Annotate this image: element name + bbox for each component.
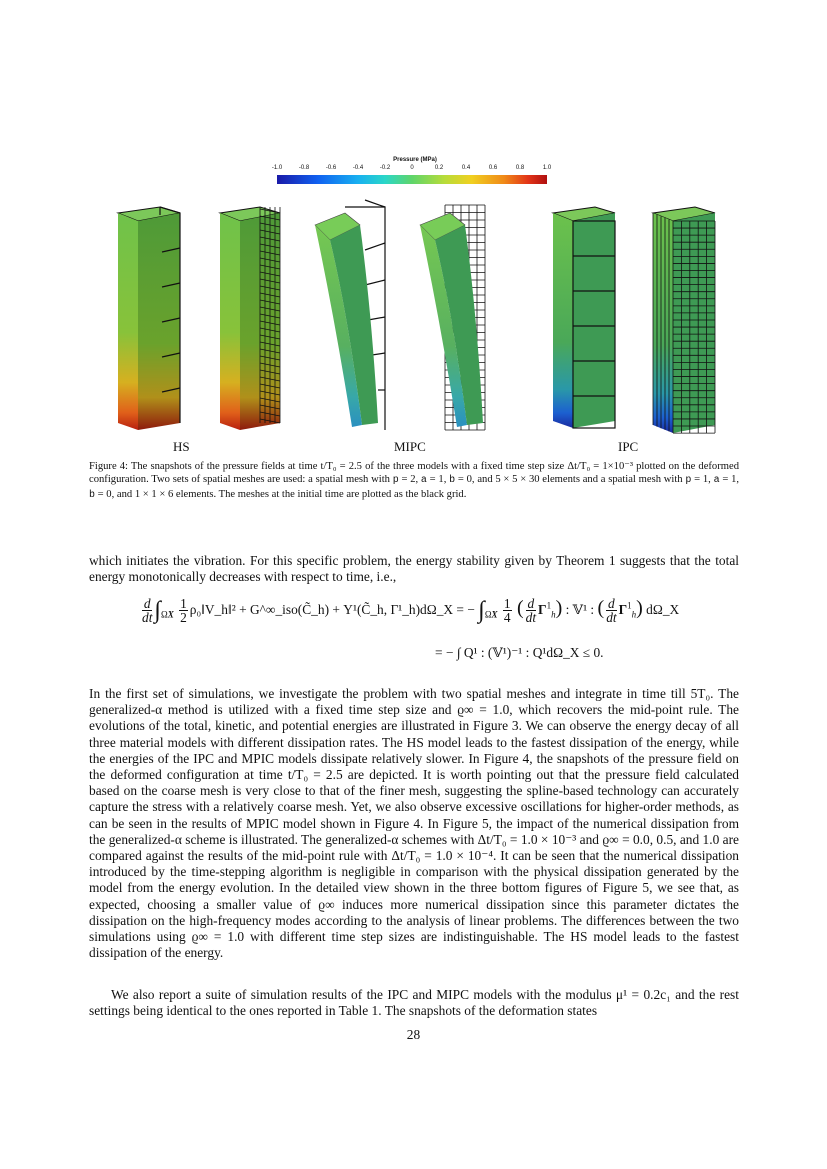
caption-param: a bbox=[420, 475, 427, 487]
ipc-coarse-beam bbox=[553, 207, 615, 428]
equation-lhs: ρ₀‖V_h‖² + G^∞_iso(C̃_h) + Υ¹(C̃_h, Γ¹_h)dΩ_X = − bbox=[189, 602, 475, 617]
equation-rhs-measure: dΩ_X bbox=[646, 602, 680, 617]
hs-fine-beam bbox=[220, 207, 280, 430]
paragraph-intro: which initiates the vibration. For this specific problem, the energy stability given by Theorem 1 suggests that the total energy monotonically decreases with respect to time, i.e., bbox=[89, 553, 739, 585]
figure-caption bbox=[89, 460, 739, 502]
colorbar-gradient bbox=[277, 175, 547, 184]
figure-4 bbox=[100, 195, 740, 454]
colorbar-title: Pressure (MPa) bbox=[393, 157, 437, 163]
colorbar-tick-label: 0.8 bbox=[515, 165, 525, 171]
label-mipc: MIPC bbox=[394, 439, 426, 454]
paragraph-results: In the first set of simulations, we investigate the problem with two spatial meshes and integrate in time till 5T₀. The generalized-α method is utilized with a fixed time step size and ϱ∞ = 1.0, which recovers the mid-point rule. The evolutions of the total, kinetic, and potential energies are illustrated in Figure 3. We can observe the energy decay of all three material models with different dissipation rates. The HS model leads to the fastest dissipation of the energy, while the energies of the IPC and MPIC models dissipate relatively slower. In Figure 4, the snapshots of the pressure field on the deformed configuration at time t/T₀ = 2.5 are depicted. It is worth pointing out that the pressure field calculated based on the coarse mesh is very close to that of the finer mesh, suggesting the spline-based technology can accurately capture the stress with a relatively coarse mesh. Yet, we also observe excessive oscillations for higher-order methods, as can be seen in the results of MPIC model shown in Figure 4. In Figure 5, the impact of the numerical dissipation from the generalized-α scheme is illustrated. The generalized-α schemes with Δt/T₀ = 1.0 × 10⁻³ and ϱ∞ = 0.0, 0.5, and 1.0 are compared against the results of the mid-point rule with Δt/T₀ = 1.0 × 10⁻⁴. It can be seen that the numerical dissipation introduced by the time-stepping algorithm is negligible in comparison with the physical dissipation generated by the model from the energy evolution. In the detailed view shown in the three bottom figures of Figure 5, we see that, as expected, choosing a smaller value of ϱ∞ induces more numerical dissipation since this parameter dictates the dissipation on the high-frequency modes according to the analysis of linear problems. The differences between the two simulations using ϱ∞ = 1.0 with different time step sizes are indistinguishable. The HS model leads to the fastest dissipation of the energy. bbox=[89, 686, 739, 961]
caption-text: = 0, and 5 × 5 × 30 elements and a spatial mesh with bbox=[455, 474, 686, 486]
caption-param: b bbox=[449, 475, 456, 487]
caption-param: p bbox=[392, 475, 399, 487]
colorbar-tick-label: -0.2 bbox=[379, 165, 391, 171]
colorbar-tick-label: -1.0 bbox=[271, 165, 283, 171]
colorbar-ticks bbox=[271, 165, 552, 173]
label-hs: HS bbox=[173, 439, 190, 454]
colorbar-tick-label: 0.2 bbox=[434, 165, 444, 171]
colorbar-tick-label: -0.6 bbox=[325, 165, 337, 171]
mipc-fine-beam bbox=[420, 205, 485, 430]
colorbar-tick-label: 0.6 bbox=[488, 165, 498, 171]
caption-text: = 1, bbox=[426, 474, 450, 486]
equation-line2: = − ∫ Q¹ : (𝕍¹)⁻¹ : Q¹dΩ_X ≤ 0. bbox=[435, 645, 604, 660]
caption-text: = 2, bbox=[398, 474, 421, 486]
label-ipc: IPC bbox=[618, 439, 639, 454]
paragraph-suite: We also report a suite of simulation results of the IPC and MIPC models with the modulus μ¹ = 0.2c₁ and the rest settings being identical to the ones reported in Table 1. The snapshots of the deformation states bbox=[89, 987, 739, 1019]
energy-equation: $\frac{d}{dt}$ $\int_{\Omega X}$ $\frac{1}{2}$ ρ₀‖V_h‖² + G^∞_iso(C̃_h) + Υ¹(C̃_h, Γ¹_h)dΩ_X = − $\int_{\Omega X}$ $\frac{1}{4}$ ( $\frac{d}{dt}$ $\Gamma^1_h$) : 𝕍¹ : ( $\frac{d}{dt}$ $\Gamma^1_h$) dΩ_X = − ∫ Q¹ : (𝕍¹)⁻¹ : Q¹dΩ_X ≤ 0. bbox=[142, 596, 680, 660]
hs-coarse-beam bbox=[118, 207, 180, 430]
page-number: 28 bbox=[406, 1027, 421, 1042]
colorbar-tick-label: 1.0 bbox=[542, 165, 552, 171]
equation-rhs: : 𝕍¹ : bbox=[565, 602, 595, 617]
ipc-fine-beam bbox=[653, 207, 715, 433]
caption-text: = 1, bbox=[691, 474, 714, 486]
caption-text: = 0, and 1 × 1 × 6 elements. The meshes at the initial time are plotted as the black grid. bbox=[95, 488, 467, 500]
caption-param: p bbox=[685, 475, 692, 487]
mipc-coarse-beam bbox=[315, 200, 385, 430]
caption-text: = 1, bbox=[719, 474, 740, 486]
colorbar-tick-label: -0.4 bbox=[352, 165, 364, 171]
caption-text: Figure 4: The snapshots of the pressure fields at time t/T₀ = 2.5 of the three models with a fixed time step size Δt/T₀ = 1×10⁻³ plotted on the deformed configuration. Two sets of spatial meshes are used: a spatial mesh with bbox=[89, 461, 739, 486]
colorbar-tick-label: 0.4 bbox=[461, 165, 471, 171]
caption-param: a bbox=[713, 475, 720, 487]
colorbar-tick-label: -0.8 bbox=[298, 165, 310, 171]
beam-snapshots bbox=[100, 195, 740, 440]
caption-param: b bbox=[89, 489, 96, 501]
colorbar-tick-label: 0 bbox=[410, 165, 414, 171]
